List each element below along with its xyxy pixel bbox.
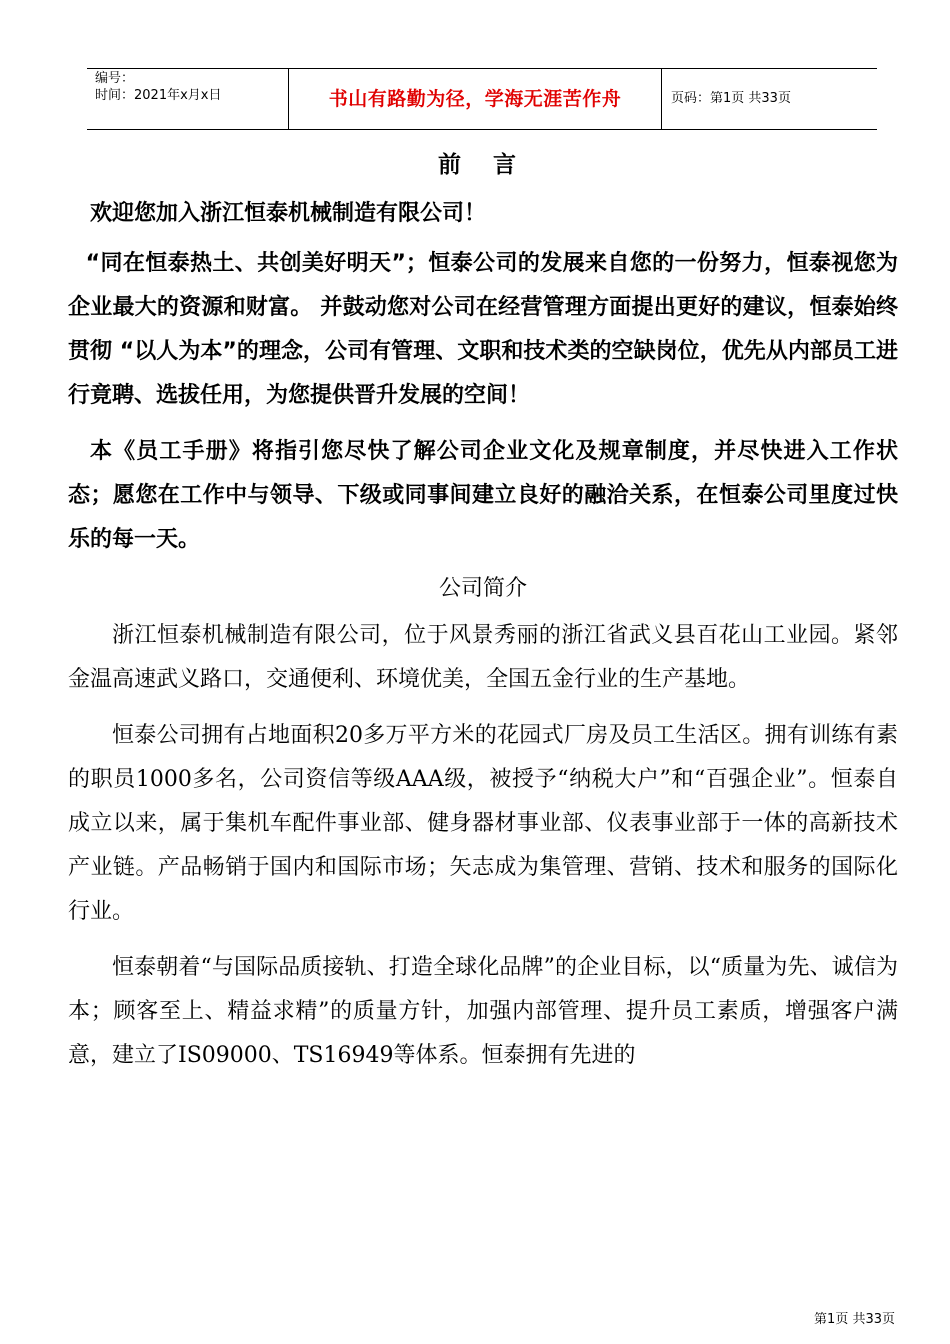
number-label: 编号： [95,71,135,86]
time-label: 时间：2021年x月x日 [95,88,222,103]
preface-paragraph-1: “同在恒泰热土、共创美好明天”；恒泰公司的发展来自您的一份努力，恒泰视您为企业最大的资源和财富。 并鼓动您对公司在经营管理方面提出更好的建议，恒泰始终贯彻 “以人为本”的理念，公司有管理、文职和技术类的空缺岗位，优先从内部员工进行竟聘、选拔任用，为您提供晋升发展的空间！ [68,251,898,408]
header-motto: 书山有路勤为径，学海无涯苦作舟 [328,88,622,110]
page-footer: 第1页 共33页 [814,1312,895,1327]
page-header [87,68,877,130]
document-body [68,150,898,1090]
preface-paragraph-2: 本《员工手册》将指引您尽快了解公司企业文化及规章制度，并尽快进入工作状态；愿您在工作中与领导、下级或同事间建立良好的融洽关系，在恒泰公司里度过快乐的每一天。 [68,439,898,552]
header-motto-cell [288,69,662,129]
welcome-line: 欢迎您加入浙江恒泰机械制造有限公司！ [90,201,487,226]
intro-paragraph-1: 浙江恒泰机械制造有限公司，位于风景秀丽的浙江省武义县百花山工业园。紧邻金温高速武义路口，交通便利、环境优美，全国五金行业的生产基地。 [68,623,898,692]
header-page-label: 页码：第1页 共33页 [671,91,791,106]
header-page-cell [661,69,877,129]
header-meta-cell [87,69,287,129]
preface-title: 前 言 [437,152,528,178]
intro-paragraph-3: 恒泰朝着“与国际品质接轨、打造全球化品牌”的企业目标，以“质量为先、诚信为本；顾客至上、精益求精”的质量方针，加强内部管理、提升员工素质，增强客户满意，建立了IS09000、TS16949等体系。恒泰拥有先进的 [68,955,898,1068]
intro-paragraph-2: 恒泰公司拥有占地面积20多万平方米的花园式厂房及员工生活区。拥有训练有素的职员1000多名，公司资信等级AAA级，被授予“纳税大户”和“百强企业”。恒泰自成立以来，属于集机车配件事业部、健身器材事业部、仪表事业部于一体的高新技术产业链。产品畅销于国内和国际市场；矢志成为集管理、营销、技术和服务的国际化行业。 [68,723,898,924]
intro-title: 公司简介 [438,576,527,601]
